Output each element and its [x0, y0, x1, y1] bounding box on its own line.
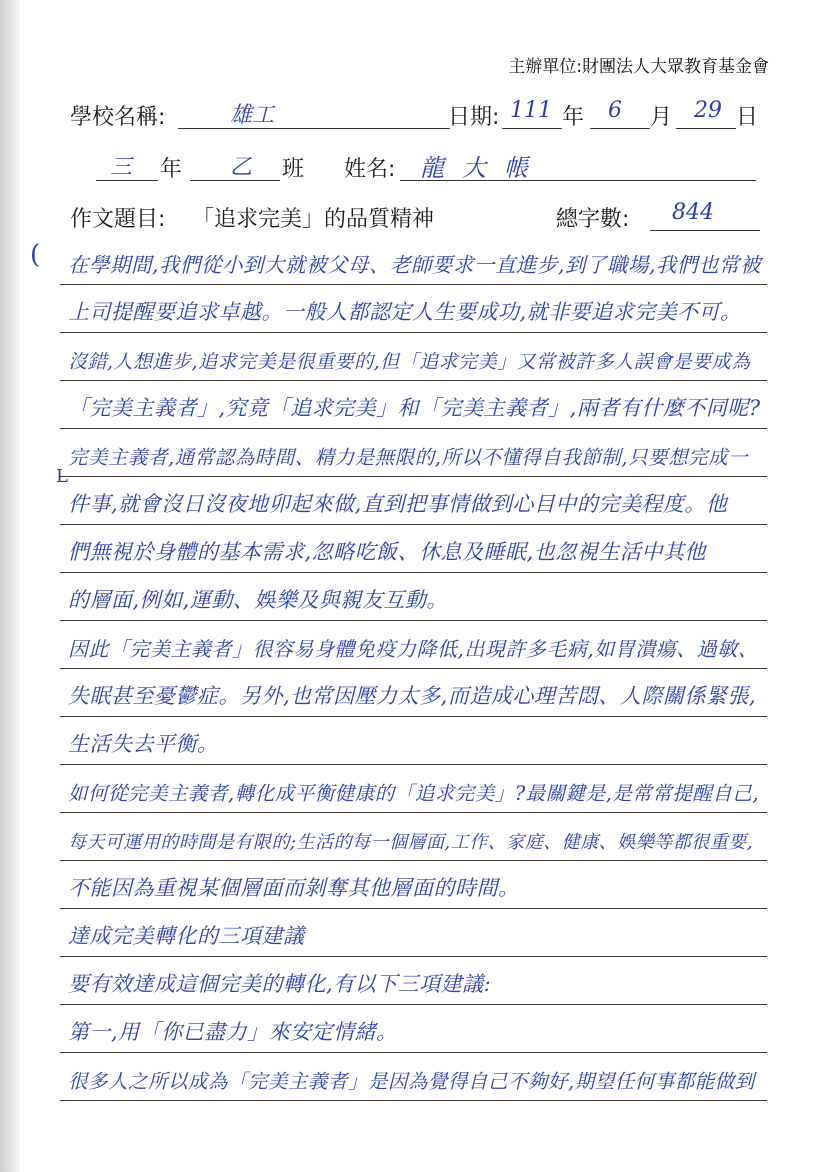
essay-body [60, 237, 767, 1101]
school-value: 雄工 [230, 103, 275, 128]
essay-line [60, 381, 767, 429]
essay-line [60, 477, 767, 525]
school-date-row [70, 96, 767, 132]
name-underline [400, 180, 756, 181]
date-month: 6 [608, 98, 622, 123]
binding-edge [0, 0, 20, 1172]
essay-line [60, 429, 767, 477]
essay-line-text: 生活失去平衡。 [68, 732, 219, 756]
date-year: 111 [510, 98, 552, 123]
essay-line-text: 第一,用「你已盡力」來安定情緒。 [68, 1020, 398, 1044]
class-value: 乙 [230, 155, 253, 180]
essay-line [60, 909, 767, 957]
margin-bracket-mark: ( [30, 240, 41, 270]
essay-line-text: 沒錯,人想進步,追求完美是很重要的,但「追求完美」又常被許多人誤會是要成為 [68, 351, 751, 373]
year-unit: 年 [562, 105, 585, 130]
essay-line-text: 上司提醒要追求卓越。一般人都認定人生要成功,就非要追求完美不可。 [68, 300, 742, 324]
essay-line-text: 的層面,例如,運動、娛樂及與親友互動。 [68, 588, 448, 612]
essay-line-text: 們無視於身體的基本需求,忽略吃飯、休息及睡眠,也忽視生活中其他 [68, 540, 706, 564]
grade-value: 三 [110, 155, 133, 180]
date-label: 日期: [448, 105, 500, 130]
class-underline [190, 180, 280, 181]
wordcount-value: 844 [672, 200, 714, 225]
essay-line-text: 達成完美轉化的三項建議 [68, 924, 305, 948]
essay-line-text: 件事,就會沒日沒夜地卯起來做,直到把事情做到心目中的完美程度。他 [68, 492, 728, 516]
essay-line [60, 957, 767, 1005]
topic-label: 作文題目: [70, 207, 166, 232]
essay-line-text: 失眠甚至憂鬱症。另外,也常因壓力太多,而造成心理苦悶、人際關係緊張, [68, 684, 757, 708]
essay-line [60, 1005, 767, 1053]
essay-line [60, 573, 767, 621]
essay-line [60, 717, 767, 765]
school-underline [178, 128, 450, 129]
essay-line [60, 813, 767, 861]
school-label: 學校名稱: [70, 105, 166, 130]
grade-underline [96, 180, 158, 181]
essay-line-text: 不能因為重視某個層面而剝奪其他層面的時間。 [68, 876, 520, 900]
essay-line-text: 如何從完美主義者,轉化成平衡健康的「追求完美」?最關鍵是,是常常提醒自己, [68, 782, 760, 805]
essay-line-text: 在學期間,我們從小到大就被父母、老師要求一直進步,到了職場,我們也常被 [68, 253, 762, 277]
day-underline [676, 128, 736, 129]
month-unit: 月 [650, 105, 673, 130]
essay-line-text: 很多人之所以成為「完美主義者」是因為覺得自己不夠好,期望任何事都能做到 [68, 1070, 755, 1093]
essay-line-text: 「完美主義者」,究竟「追求完美」和「完美主義者」,兩者有什麼不同呢? [68, 396, 761, 420]
margin-l-mark: L [56, 466, 68, 487]
essay-line [60, 765, 767, 813]
day-unit: 日 [736, 105, 759, 130]
organizer-text: 主辦單位:財團法人大眾教育基金會 [508, 57, 769, 77]
name-value: 龍大帳 [420, 154, 546, 182]
essay-line-text: 完美主義者,通常認為時間、精力是無限的,所以不懂得自我節制,只要想完成一 [68, 446, 749, 469]
essay-line-text: 要有效達成這個完美的轉化,有以下三項建議: [68, 972, 492, 996]
essay-line-text: 每天可運用的時間是有限的;生活的每一個層面,工作、家庭、健康、娛樂等都很重要, [68, 832, 754, 853]
grade-unit: 年 [160, 157, 183, 182]
date-day: 29 [694, 98, 722, 123]
essay-line [60, 669, 767, 717]
name-label: 姓名: [344, 157, 396, 182]
month-underline [590, 128, 650, 129]
wordcount-label: 總字數: [556, 207, 630, 232]
class-name-row [70, 148, 767, 184]
year-underline [502, 128, 562, 129]
essay-line [60, 333, 767, 381]
wordcount-underline [650, 230, 760, 231]
essay-line-text: 因此「完美主義者」很容易身體免疫力降低,出現許多毛病,如胃潰瘍、過敏、 [68, 637, 759, 661]
class-unit: 班 [282, 157, 305, 182]
topic-value: 「追求完美」的品質精神 [192, 207, 435, 232]
essay-line [60, 525, 767, 573]
essay-line [60, 621, 767, 669]
essay-line [60, 237, 767, 285]
essay-line [60, 861, 767, 909]
topic-row [70, 198, 767, 234]
essay-line [60, 285, 767, 333]
essay-line [60, 1053, 767, 1101]
